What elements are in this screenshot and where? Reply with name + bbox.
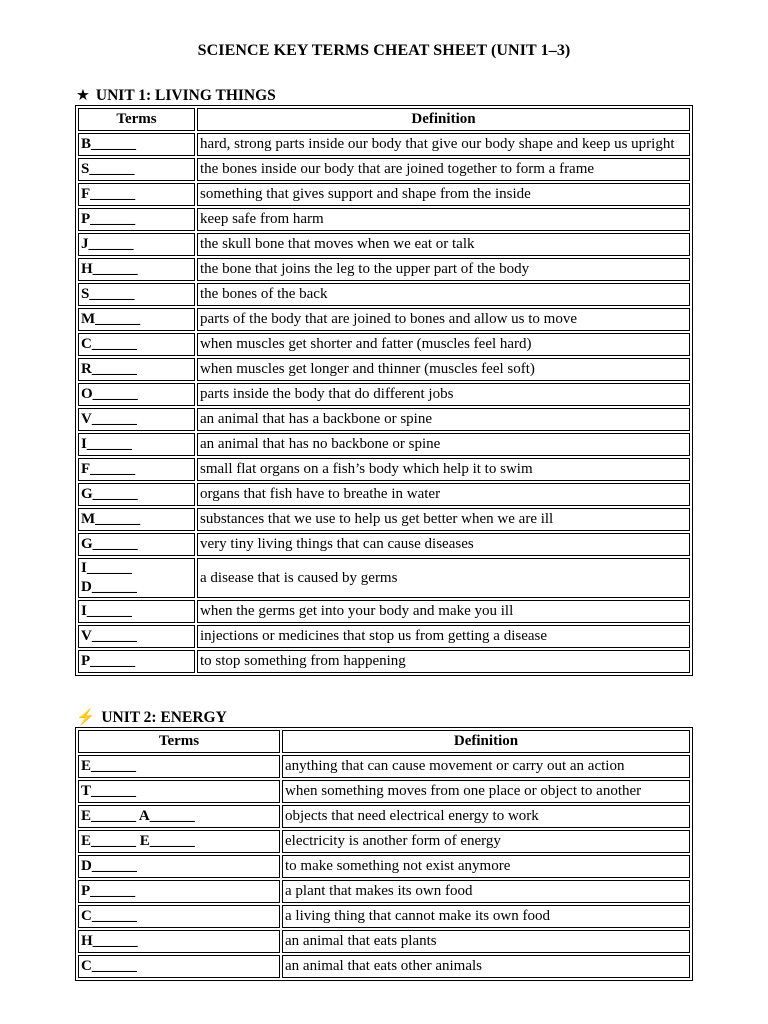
definition-cell: the skull bone that moves when we eat or talk [197,233,690,256]
unit-1-table-body [78,133,690,673]
definition-cell: keep safe from harm [197,208,690,231]
table-header-row [78,730,690,753]
term-cell: D______ [78,855,280,878]
terms-column-header: Terms [78,108,195,131]
star-icon: ★ [76,87,90,104]
definition-cell: when the germs get into your body and make you ill [197,600,690,623]
definition-cell: hard, strong parts inside our body that give our body shape and keep us upright [197,133,690,156]
definition-cell: an animal that has a backbone or spine [197,408,690,431]
term-cell: E______ A______ [78,805,280,828]
table-row [78,533,690,556]
definition-cell: the bone that joins the leg to the upper part of the body [197,258,690,281]
table-row [78,183,690,206]
unit-2-table-body [78,755,690,978]
definition-cell: an animal that has no backbone or spine [197,433,690,456]
term-cell: P______ [78,880,280,903]
terms-column-header: Terms [78,730,280,753]
table-row [78,955,690,978]
term-text: I______ [81,560,132,576]
term-cell: M______ [78,308,195,331]
table-row [78,755,690,778]
term-cell: G______ [78,533,195,556]
definition-cell: parts of the body that are joined to bones and allow us to move [197,308,690,331]
definition-cell: a disease that is caused by germs [197,558,690,598]
term-cell: C______ [78,955,280,978]
table-row [78,233,690,256]
definition-cell: parts inside the body that do different jobs [197,383,690,406]
definition-cell: when something moves from one place or object to another [282,780,690,803]
definition-cell: to stop something from happening [197,650,690,673]
definition-column-header: Definition [282,730,690,753]
section-heading-text: UNIT 2: ENERGY [101,709,227,726]
table-row [78,133,690,156]
term-cell: C______ [78,905,280,928]
term-cell: G______ [78,483,195,506]
term-cell: P______ [78,650,195,673]
definition-cell: the bones inside our body that are joined together to form a frame [197,158,690,181]
definition-cell: very tiny living things that can cause diseases [197,533,690,556]
term-cell: C______ [78,333,195,356]
term-cell: I______ [78,433,195,456]
term-cell: E______ E______ [78,830,280,853]
term-cell: O______ [78,383,195,406]
definition-cell: a plant that makes its own food [282,880,690,903]
table-row [78,358,690,381]
definition-cell: small flat organs on a fish’s body which help it to swim [197,458,690,481]
table-row [78,780,690,803]
definition-cell: substances that we use to help us get better when we are ill [197,508,690,531]
table-row [78,308,690,331]
unit-1-terms-table [75,105,693,676]
term-cell: P______ [78,208,195,231]
table-row [78,333,690,356]
term-text: D______ [81,579,137,595]
definition-cell: a living thing that cannot make its own food [282,905,690,928]
table-row [78,830,690,853]
table-row [78,805,690,828]
term-cell: B______ [78,133,195,156]
table-row [78,383,690,406]
table-row [78,408,690,431]
section-heading-text: UNIT 1: LIVING THINGS [95,87,276,104]
term-cell: F______ [78,183,195,206]
table-row [78,158,690,181]
term-cell: T______ [78,780,280,803]
definition-cell: an animal that eats plants [282,930,690,953]
definition-cell: when muscles get longer and thinner (muscles feel soft) [197,358,690,381]
definition-cell: electricity is another form of energy [282,830,690,853]
definition-cell: injections or medicines that stop us from getting a disease [197,625,690,648]
table-row [78,880,690,903]
definition-cell: the bones of the back [197,283,690,306]
unit-2-terms-table [75,727,693,981]
table-row [78,283,690,306]
term-cell: H______ [78,258,195,281]
table-row [78,508,690,531]
table-row [78,208,690,231]
table-row [78,558,690,598]
definition-cell: when muscles get shorter and fatter (muscles feel hard) [197,333,690,356]
table-row [78,458,690,481]
table-header-row [78,108,690,131]
section-heading-unit-2 [76,708,227,727]
term-cell: S______ [78,283,195,306]
term-cell: J______ [78,233,195,256]
table-row [78,433,690,456]
table-row [78,650,690,673]
definition-cell: anything that can cause movement or carry out an action [282,755,690,778]
definition-column-header: Definition [197,108,690,131]
term-cell: E______ [78,755,280,778]
definition-cell: something that gives support and shape from the inside [197,183,690,206]
lightning-icon: ⚡ [76,709,96,726]
term-cell: M______ [78,508,195,531]
term-cell: S______ [78,158,195,181]
term-cell [78,558,195,598]
term-cell: V______ [78,625,195,648]
table-row [78,625,690,648]
table-row [78,855,690,878]
table-row [78,905,690,928]
term-cell: H______ [78,930,280,953]
page-title: SCIENCE KEY TERMS CHEAT SHEET (UNIT 1–3) [197,42,571,59]
definition-cell: objects that need electrical energy to work [282,805,690,828]
term-cell: F______ [78,458,195,481]
section-heading-unit-1 [76,86,276,105]
table-row [78,930,690,953]
term-cell: I______ [78,600,195,623]
definition-cell: to make something not exist anymore [282,855,690,878]
definition-cell: organs that fish have to breathe in water [197,483,690,506]
table-row [78,600,690,623]
term-cell: V______ [78,408,195,431]
term-cell: R______ [78,358,195,381]
table-row [78,483,690,506]
definition-cell: an animal that eats other animals [282,955,690,978]
table-row [78,258,690,281]
